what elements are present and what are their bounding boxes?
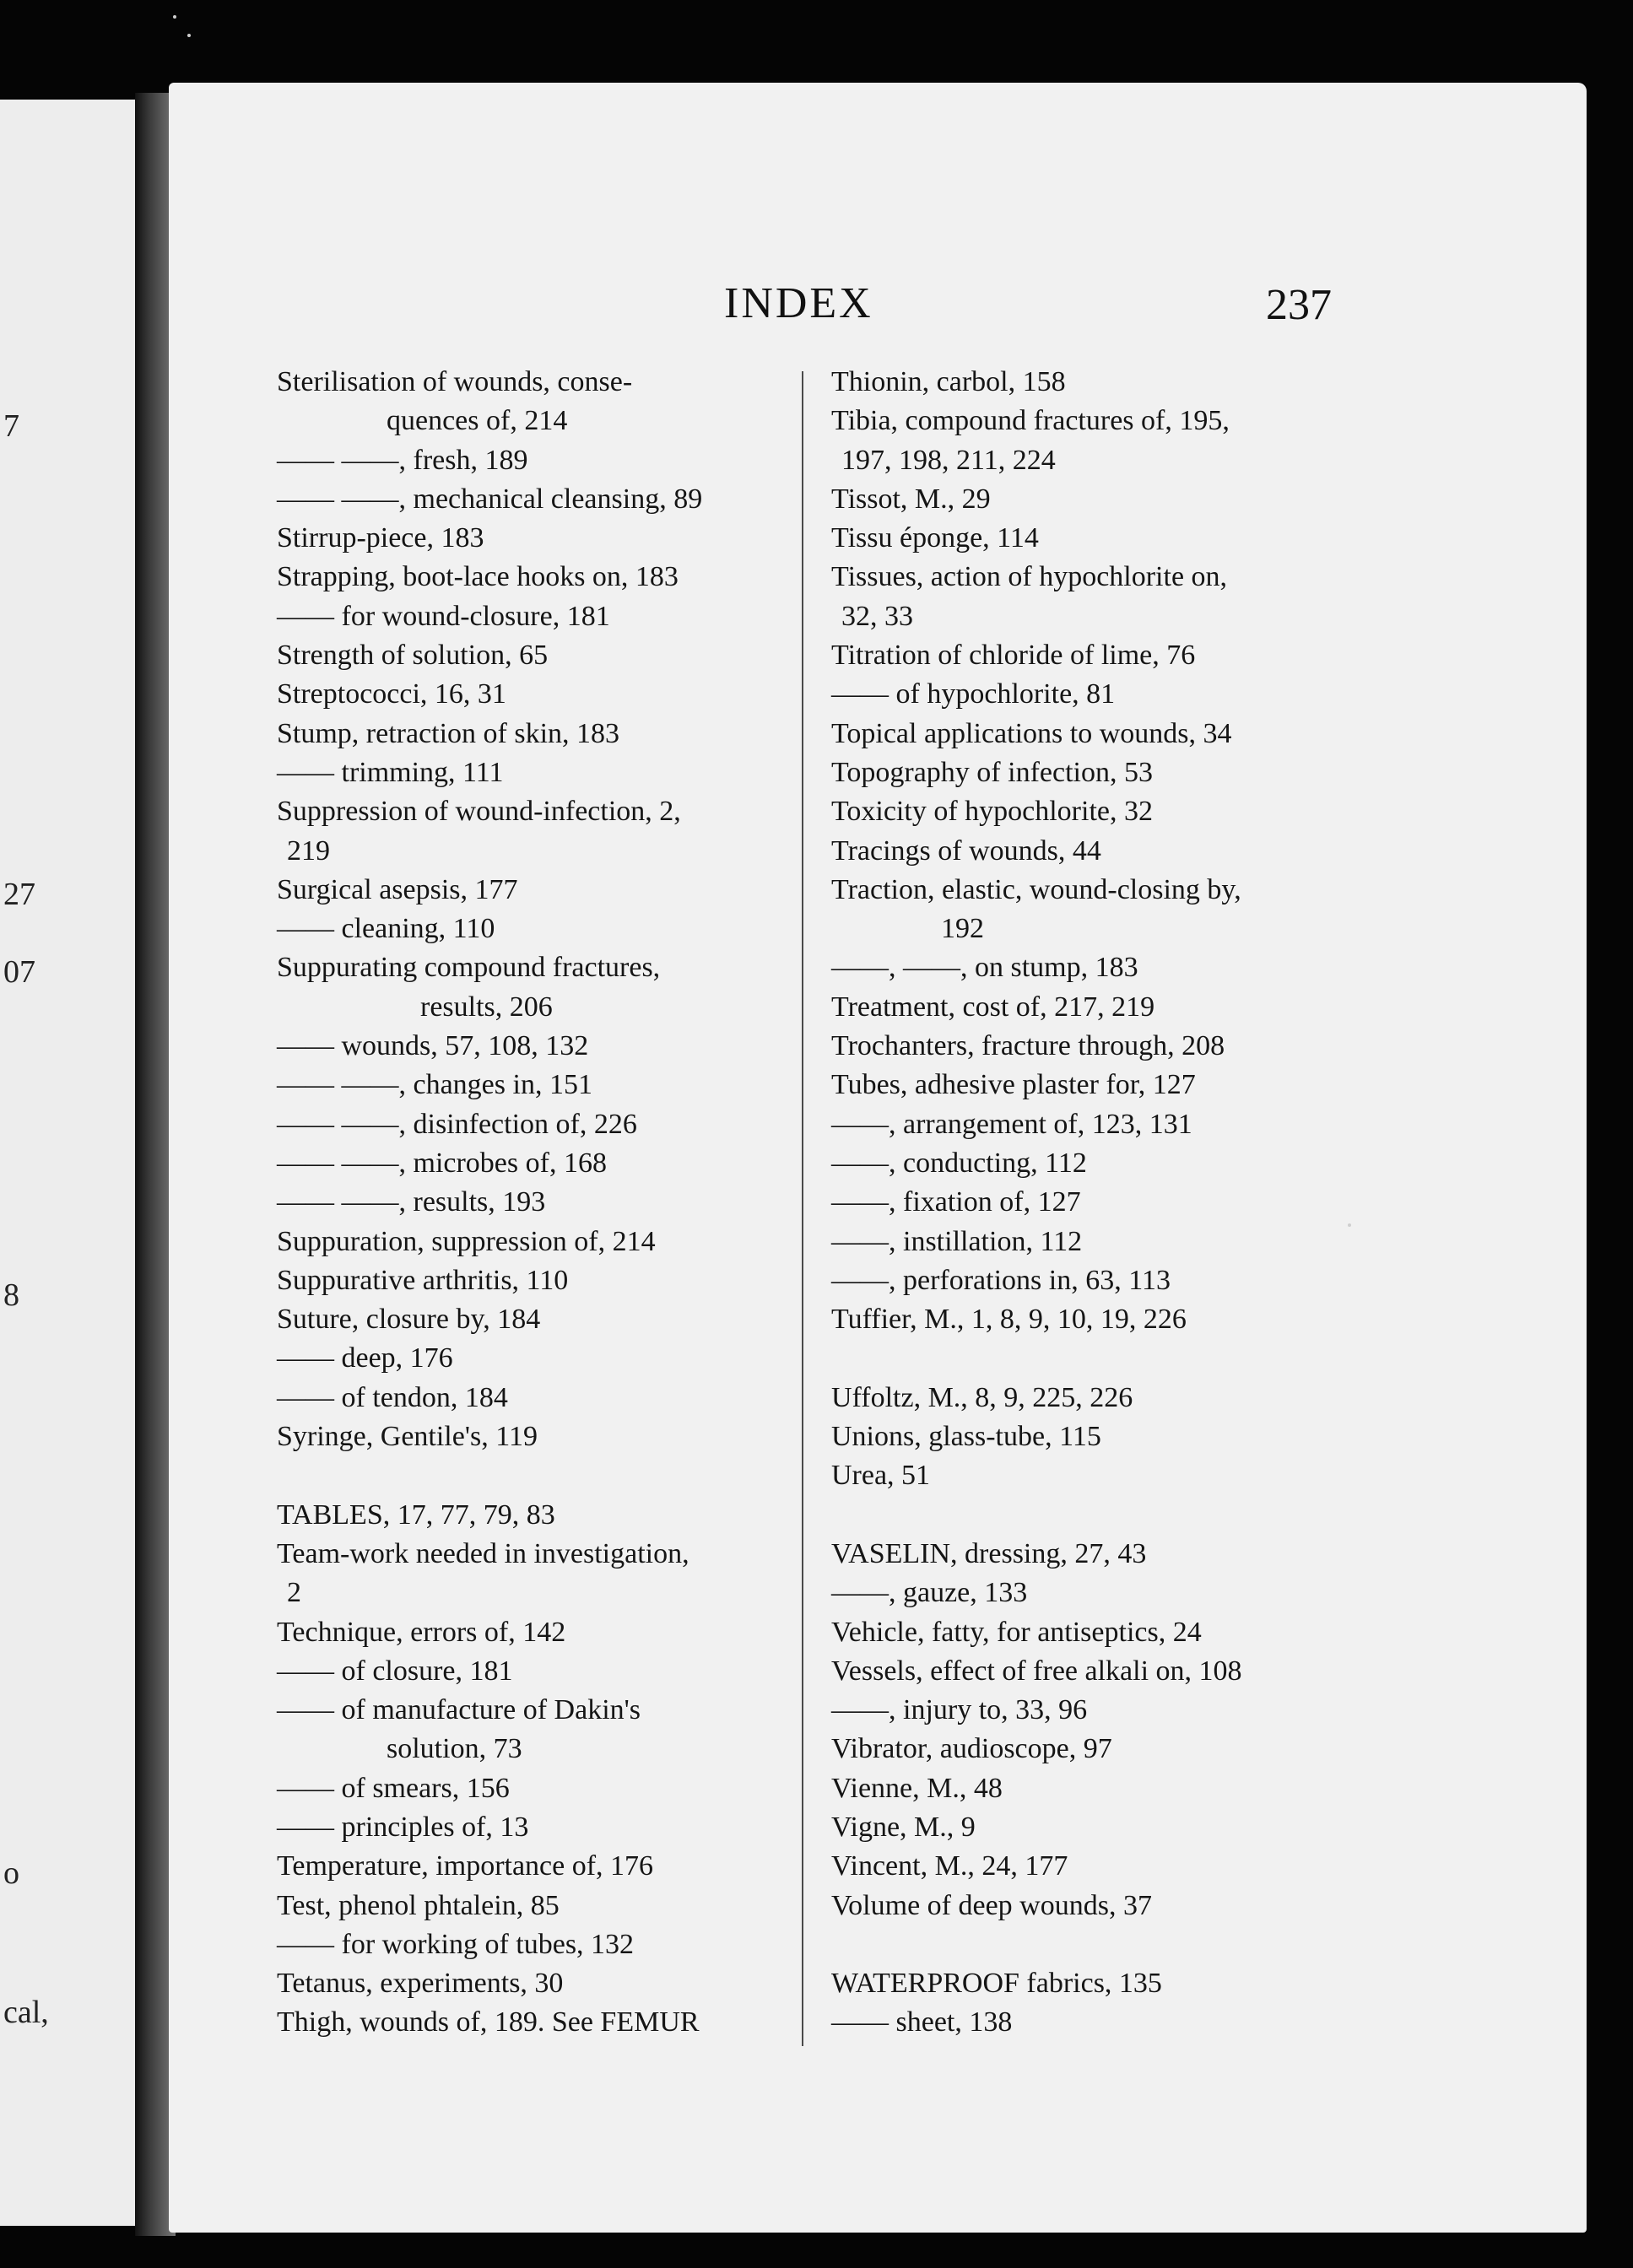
index-entry: Topography of infection, 53 (831, 756, 1153, 788)
index-entry: ——, instillation, 112 (831, 1225, 1083, 1257)
index-entry: Thigh, wounds of, 189. See FEMUR (277, 2006, 700, 2038)
index-entry: —— ——, changes in, 151 (277, 1069, 592, 1101)
index-entry: Syringe, Gentile's, 119 (277, 1421, 538, 1453)
index-entry: Suppurative arthritis, 110 (277, 1264, 569, 1296)
index-entry: —— of tendon, 184 (277, 1381, 508, 1413)
index-entry: —— for wound-closure, 181 (277, 600, 610, 632)
index-entry: —— ——, mechanical cleansing, 89 (277, 483, 703, 515)
index-entry: Tracings of wounds, 44 (831, 834, 1101, 867)
index-entry: TABLES, 17, 77, 79, 83 (277, 1498, 555, 1531)
index-entry: Suppurating compound fractures, (277, 952, 661, 984)
index-entry: Suppression of wound-infection, 2, (277, 796, 681, 828)
page-title: INDEX (724, 279, 873, 327)
index-entry: Vigne, M., 9 (831, 1811, 976, 1843)
index-entry: —— ——, results, 193 (277, 1186, 546, 1218)
index-entry: ——, perforations in, 63, 113 (831, 1264, 1171, 1296)
facing-page-fragment: o (3, 1855, 19, 1891)
index-entry: 219 (287, 834, 330, 867)
index-entry: Urea, 51 (831, 1460, 931, 1492)
index-entry: 197, 198, 211, 224 (841, 444, 1056, 476)
facing-page-fragment: 8 (3, 1277, 19, 1313)
index-entry: Tissot, M., 29 (831, 483, 991, 515)
index-entry: Tuffier, M., 1, 8, 9, 10, 19, 226 (831, 1304, 1187, 1336)
index-entry: Titration of chloride of lime, 76 (831, 640, 1196, 672)
index-column-left (277, 363, 783, 2043)
index-entry: solution, 73 (387, 1733, 522, 1765)
index-entry: Treatment, cost of, 217, 219 (831, 991, 1155, 1023)
index-entry: Tibia, compound fractures of, 195, (831, 405, 1230, 437)
index-entry: Tissues, action of hypochlorite on, (831, 561, 1228, 593)
index-entry: Stirrup-piece, 183 (277, 522, 484, 554)
index-entry: Strength of solution, 65 (277, 640, 549, 672)
index-entry: ——, gauze, 133 (831, 1577, 1028, 1609)
index-entry: Team-work needed in investigation, (277, 1537, 689, 1569)
index-entry: 192 (941, 913, 984, 945)
facing-page-fragment: 7 (3, 408, 19, 444)
index-entry: —— for working of tubes, 132 (277, 1928, 635, 1960)
index-entry: —— of closure, 181 (277, 1655, 513, 1687)
index-entry: Trochanters, fracture through, 208 (831, 1030, 1225, 1062)
index-entry: Traction, elastic, wound-closing by, (831, 873, 1241, 905)
index-entry: —— trimming, 111 (277, 756, 504, 788)
index-entry: Topical applications to wounds, 34 (831, 717, 1232, 749)
index-entry: Tissu éponge, 114 (831, 522, 1039, 554)
index-column-right (831, 363, 1346, 2043)
index-entry: ——, fixation of, 127 (831, 1186, 1081, 1218)
index-entry: Strapping, boot-lace hooks on, 183 (277, 561, 679, 593)
index-entry: results, 206 (420, 991, 553, 1023)
index-entry: —— ——, fresh, 189 (277, 444, 528, 476)
index-entry: —— cleaning, 110 (277, 913, 495, 945)
index-entry: Sterilisation of wounds, conse- (277, 366, 633, 397)
index-entry: ——, arrangement of, 123, 131 (831, 1108, 1192, 1140)
scan-speck (187, 34, 191, 37)
index-entry: —— wounds, 57, 108, 132 (277, 1030, 589, 1062)
index-entry: Test, phenol phtalein, 85 (277, 1889, 560, 1921)
facing-page-fragment: 07 (3, 954, 35, 990)
index-entry: —— ——, disinfection of, 226 (277, 1108, 637, 1140)
index-entry: ——, ——, on stump, 183 (831, 952, 1138, 984)
index-entry: —— principles of, 13 (277, 1811, 529, 1843)
index-entry: —— of hypochlorite, 81 (831, 678, 1116, 710)
index-entry: ——, injury to, 33, 96 (831, 1694, 1088, 1726)
index-entry: Streptococci, 16, 31 (277, 678, 506, 710)
index-entry: Vehicle, fatty, for antiseptics, 24 (831, 1616, 1202, 1648)
index-entry: Technique, errors of, 142 (277, 1616, 566, 1648)
index-entry: —— of manufacture of Dakin's (277, 1694, 641, 1726)
index-entry: quences of, 214 (387, 405, 568, 437)
index-entry: Stump, retraction of skin, 183 (277, 717, 620, 749)
index-entry: VASELIN, dressing, 27, 43 (831, 1537, 1147, 1569)
index-entry: Surgical asepsis, 177 (277, 873, 518, 905)
index-entry: Suppuration, suppression of, 214 (277, 1225, 656, 1257)
index-entry: Vibrator, audioscope, 97 (831, 1733, 1112, 1765)
column-divider (802, 371, 803, 2046)
index-entry: Vincent, M., 24, 177 (831, 1850, 1068, 1882)
index-entry: Tetanus, experiments, 30 (277, 1968, 564, 2000)
page-number: 237 (1266, 281, 1332, 329)
index-entry: Thionin, carbol, 158 (831, 366, 1066, 397)
index-entry: Temperature, importance of, 176 (277, 1850, 654, 1882)
index-entry: Suture, closure by, 184 (277, 1304, 541, 1336)
facing-page-fragment: 27 (3, 877, 35, 912)
index-entry: 2 (287, 1577, 301, 1609)
index-entry: —— of smears, 156 (277, 1772, 510, 1804)
scan-speck (173, 15, 176, 19)
index-entry: Volume of deep wounds, 37 (831, 1889, 1152, 1921)
index-entry: —— deep, 176 (277, 1342, 453, 1374)
index-entry: Vienne, M., 48 (831, 1772, 1003, 1804)
index-entry: Tubes, adhesive plaster for, 127 (831, 1069, 1196, 1101)
index-entry: 32, 33 (841, 600, 913, 632)
index-entry: —— ——, microbes of, 168 (277, 1147, 607, 1179)
index-entry: —— sheet, 138 (831, 2006, 1013, 2038)
index-entry: ——, conducting, 112 (831, 1147, 1087, 1179)
facing-page-fragment: cal, (3, 1995, 49, 2030)
scan-speck (1348, 1223, 1351, 1227)
index-entry: WATERPROOF fabrics, 135 (831, 1968, 1162, 2000)
index-entry: Toxicity of hypochlorite, 32 (831, 796, 1153, 828)
index-entry: Unions, glass-tube, 115 (831, 1421, 1101, 1453)
index-entry: Uffoltz, M., 8, 9, 225, 226 (831, 1381, 1133, 1413)
index-entry: Vessels, effect of free alkali on, 108 (831, 1655, 1242, 1687)
